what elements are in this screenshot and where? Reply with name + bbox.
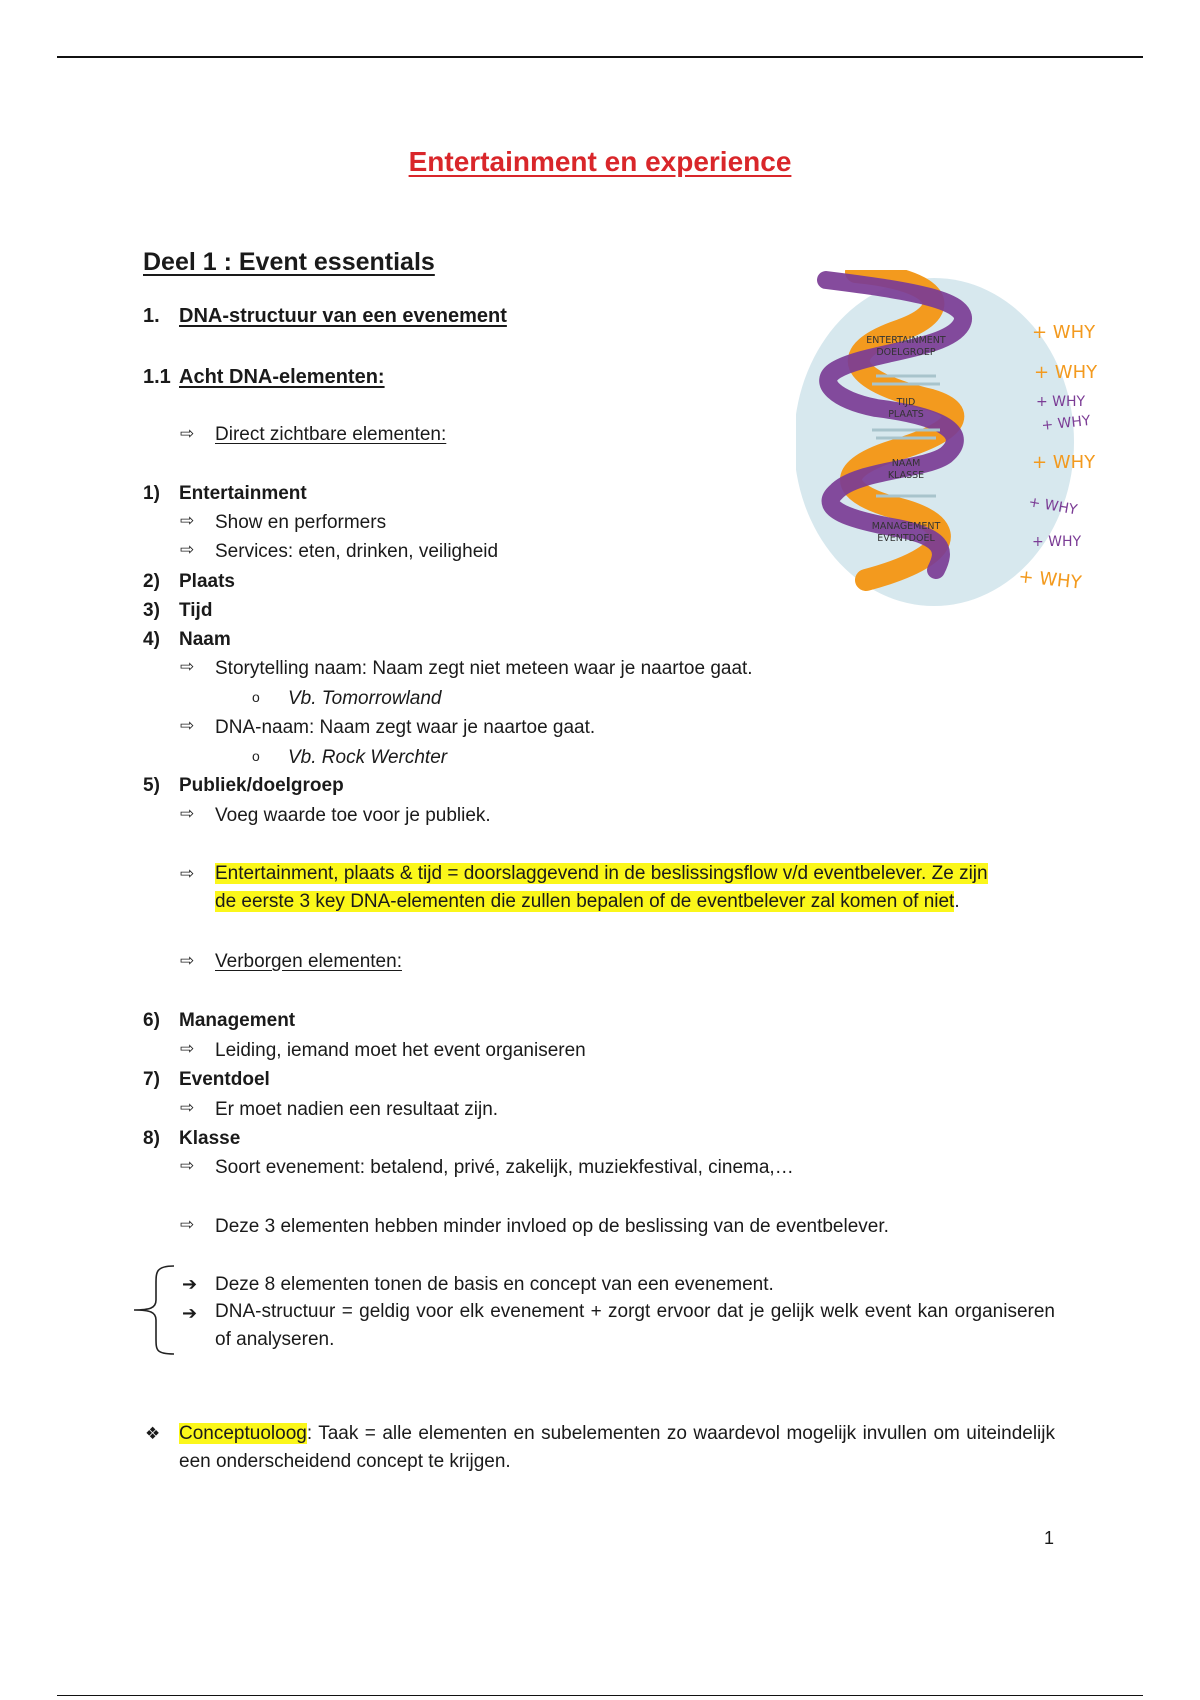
arrow-icon: ⇨: [180, 1039, 195, 1058]
arrow-icon: ⇨: [180, 1156, 195, 1175]
visible-elements-heading: Direct zichtbare elementen:: [215, 424, 447, 445]
arrow-icon: ⇨: [180, 511, 195, 530]
sub-item: Services: eten, drinken, veiligheid: [215, 541, 499, 562]
list-item: 2) Plaats: [143, 571, 235, 592]
sub-item: Show en performers: [215, 512, 387, 533]
list-item: 4) Naam: [143, 629, 231, 650]
why-label: + WHY: [1032, 322, 1096, 343]
arrow-icon: ⇨: [180, 1098, 195, 1117]
subsection-title: Acht DNA-elementen:: [179, 366, 385, 388]
section-title: DNA-structuur van een evenement: [179, 305, 507, 327]
why-label: + WHY: [1032, 452, 1096, 473]
arrow-right-icon: ➔: [182, 1274, 198, 1294]
why-label: + WHY: [1034, 362, 1098, 383]
arrow-icon: ⇨: [180, 716, 195, 735]
hidden-elements-heading: Verborgen elementen:: [215, 951, 402, 972]
diagram-label: NAAM: [891, 458, 921, 469]
page-number: 1: [1044, 1528, 1055, 1548]
concept-paragraph: Conceptuoloog: Taak = alle elementen en subelementen zo waardevol mogelijk invullen om uiteindelijk een onderscheidend concept te krijgen.: [179, 1423, 1055, 1472]
bullet-circle-icon: o: [252, 748, 260, 764]
why-label: + WHY: [1036, 394, 1086, 410]
dna-diagram: [796, 270, 1116, 622]
list-item: 6) Management: [143, 1010, 296, 1031]
highlighted-note-line2: de eerste 3 key DNA-elementen die zullen bepalen of de eventbelever zal komen of niet.: [215, 891, 960, 912]
sub-item: Er moet nadien een resultaat zijn.: [215, 1099, 499, 1120]
section-heading: [143, 304, 507, 328]
summary-line: Deze 8 elementen tonen de basis en concept van een evenement.: [215, 1274, 774, 1295]
diagram-label: PLAATS: [888, 409, 924, 420]
sub-item: DNA-naam: Naam zegt waar je naartoe gaat.: [215, 717, 596, 738]
curly-brace-icon: [130, 1264, 178, 1356]
arrow-icon: ⇨: [180, 864, 195, 883]
part-heading: Deel 1 : Event essentials: [143, 248, 435, 276]
summary-line: DNA-structuur = geldig voor elk evenement + zorgt ervoor dat je gelijk welk event kan organiseren of analyseren.: [215, 1301, 1055, 1350]
sub-item: Deze 3 elementen hebben minder invloed op de beslissing van de eventbelever.: [215, 1216, 889, 1237]
highlighted-note: Entertainment, plaats & tijd = doorslaggevend in de beslissingsflow v/d eventbelever. Ze zijn: [215, 863, 988, 884]
diagram-label: DOELGROEP: [876, 347, 936, 358]
arrow-icon: ⇨: [180, 804, 195, 823]
why-label: + WHY: [1032, 534, 1082, 550]
list-item: 7) Eventdoel: [143, 1069, 270, 1090]
subsection-number: 1.1: [143, 366, 171, 388]
arrow-icon: ⇨: [180, 657, 195, 676]
example-text: Vb. Rock Werchter: [288, 747, 448, 768]
arrow-icon: ⇨: [180, 540, 195, 559]
document-title: Entertainment en experience: [408, 146, 792, 177]
diamond-bullet-icon: ❖: [145, 1424, 161, 1443]
list-item: 3) Tijd: [143, 600, 213, 621]
sub-item: Soort evenement: betalend, privé, zakelijk, muziekfestival, cinema,…: [215, 1157, 794, 1178]
top-rule: [57, 56, 1143, 58]
example-text: Vb. Tomorrowland: [288, 688, 442, 709]
list-item: 8) Klasse: [143, 1128, 241, 1149]
diagram-label: ENTERTAINMENT: [866, 335, 946, 346]
diagram-label: TIJD: [896, 397, 916, 408]
why-label: + WHY: [1027, 494, 1079, 519]
bullet-circle-icon: o: [252, 689, 260, 705]
why-label: + WHY: [1017, 566, 1083, 594]
arrow-icon: ⇨: [180, 424, 195, 443]
arrow-right-icon: ➔: [182, 1303, 198, 1323]
list-item: 1) Entertainment: [143, 483, 307, 504]
arrow-icon: ⇨: [180, 951, 195, 970]
list-item: 5) Publiek/doelgroep: [143, 775, 344, 796]
sub-item: Voeg waarde toe voor je publiek.: [215, 805, 491, 826]
sub-item: Leiding, iemand moet het event organiseren: [215, 1040, 586, 1061]
arrow-icon: ⇨: [180, 1215, 195, 1234]
subsection-heading: [143, 365, 385, 389]
diagram-label: EVENTDOEL: [877, 533, 935, 544]
diagram-label: KLASSE: [887, 470, 925, 481]
bottom-rule: [57, 1695, 1143, 1696]
why-label: + WHY: [1040, 412, 1092, 434]
diagram-label: MANAGEMENT: [871, 521, 941, 532]
sub-item: Storytelling naam: Naam zegt niet meteen waar je naartoe gaat.: [215, 658, 753, 679]
section-number: 1.: [143, 305, 160, 327]
concept-term: Conceptuoloog: [179, 1423, 307, 1444]
